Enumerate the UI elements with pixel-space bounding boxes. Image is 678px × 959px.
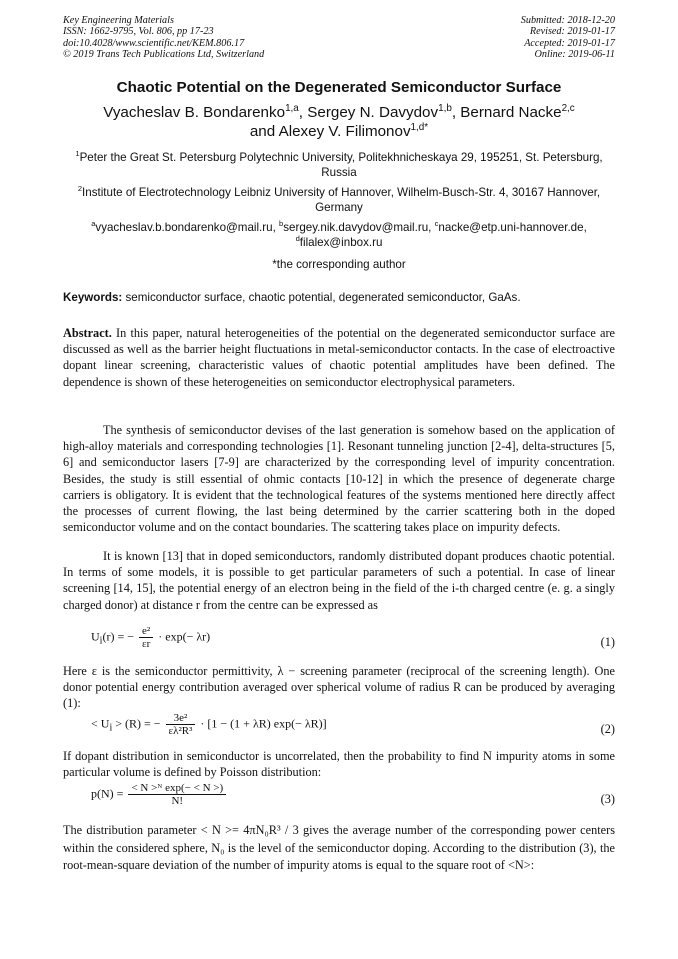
affiliation-1: $^1$Peter the Great St. Petersburg Polytechnic University, Politekhnicheskaya 29, 195251, St. Petersburg, Russia bbox=[75, 149, 603, 180]
abstract-label: Abstract. bbox=[63, 326, 112, 340]
authors-line-1: Vyacheslav B. Bondarenko$^{1,a}$, Sergey N. Davydov$^{1,b}$, Bernard Nacke$^{2,c}$ bbox=[103, 102, 575, 121]
authors-line-2: and Alexey V. Filimonov$^{1,d*}$ bbox=[249, 121, 429, 140]
paragraph-4: If dopant distribution in semiconductor is uncorrelated, then the probability to find N impurity atoms in some particular volume is defined by Poisson distribution: bbox=[63, 749, 615, 780]
submitted-date: Submitted: 2018-12-20 bbox=[520, 15, 615, 26]
corresponding-author-note: *the corresponding author bbox=[272, 258, 406, 271]
header-right bbox=[521, 15, 615, 61]
equation-number: (2) bbox=[600, 722, 615, 736]
revised-date: Revised: 2019-01-17 bbox=[529, 26, 615, 38]
paragraph-2: It is known [13] that in doped semiconductors, randomly distributed dopant produces chaotic potential. In terms of some models, it is possible to get particular parameters of such a potential. In case of linear screening [14, 15], the potential energy of an electron being in the field of the i-th charged centre (e. g. a singly charged donor) at distance r from the centre can be expressed as bbox=[63, 549, 615, 612]
doi-line: doi:10.4028/www.scientific.net/KEM.806.17 bbox=[63, 37, 245, 49]
keywords-label: Keywords: bbox=[63, 291, 123, 304]
online-date: Online: 2019-06-11 bbox=[534, 49, 615, 61]
copyright-line: © 2019 Trans Tech Publications Ltd, Switzerland bbox=[63, 49, 265, 61]
issn-line: ISSN: 1662-9795, Vol. 806, pp 17-23 bbox=[63, 26, 214, 38]
keywords-text: semiconductor surface, chaotic potential, degenerated semiconductor, GaAs. bbox=[122, 291, 521, 304]
keywords bbox=[63, 291, 615, 304]
author-emails: $^a$vyacheslav.b.bondarenko@mail.ru, $^b$sergey.nik.davydov@mail.ru, $^c$nacke@etp.uni-hannover.de, $^d$filalex@inbox.ru bbox=[91, 219, 587, 250]
equation-1: $U_i(r)$ = − $\frac{\text{e²}}{\varepsilon r}$ · exp(− λr) (1) bbox=[91, 625, 615, 650]
journal-name: Key Engineering Materials bbox=[63, 15, 174, 26]
paragraph-1: The synthesis of semiconductor devises of the last generation is somehow based on the application of high-alloy materials and corresponding technologies [1]. Resonant tunneling junction [2-4], delta-structures [5, 6] and semiconductor lasers [7-9] are characterized by the corresponding level of impurity concentration. Besides, the study is still essential of ohmic contacts [10-12] in which the presence of degenerate charge carriers is obligatory. It is evident that the technological features of the systems mentioned here directly affect the processes of current flowing, the last being determined by the carrier scattering both in the doped semiconductor volume and on the contact boundaries. The scattering takes place on impurity defects. bbox=[63, 423, 615, 535]
affiliation-2: $^2$Institute of Electrotechnology Leibniz University of Hannover, Wilhelm-Busch-Str. 4, 30167 Hannover, Germany bbox=[77, 184, 601, 215]
accepted-date: Accepted: 2019-01-17 bbox=[524, 37, 615, 49]
abstract bbox=[63, 325, 615, 390]
abstract-text: In this paper, natural heterogeneities of the potential on the degenerated semiconductor surface are discussed as well as the barrier height fluctuations in metal-semiconductor contacts. In the case of electroactive dopant linear screening, characteristic values of chaotic potential amplitudes have been defined. The dependence is shown of these heterogeneities on semiconductor electrophysical parameters. bbox=[63, 326, 615, 389]
equation-2: < $U_i > (R)$ = − $\frac{\text{3e²}}{\text{ελ²R³}}$ · [1 − (1 + λR) exp(− λR)] (2) bbox=[91, 712, 615, 737]
author-list bbox=[63, 103, 615, 141]
equation-3: p(N) = $\frac{\text{< N >ᴺ exp(− < N >)}}{N!}$ (3) bbox=[91, 782, 615, 807]
equation-number: (1) bbox=[600, 635, 615, 649]
header-left bbox=[63, 15, 264, 61]
paragraph-3: Here ε is the semiconductor permittivity, λ − screening parameter (reciprocal of the screening length). One donor potential energy contribution averaged over spherical volume of radius R can be produced by averaging (1): bbox=[63, 664, 615, 711]
paper-title: Chaotic Potential on the Degenerated Semiconductor Surface bbox=[116, 79, 562, 96]
equation-number: (3) bbox=[600, 792, 615, 806]
paragraph-5: The distribution parameter < N >= 4πN₀R³ / 3 gives the average number of the corresponding power centers within the considered sphere, N₀ is the level of the semiconductor doping. According to the distribution (3), the root-mean-square deviation of the number of impurity atoms is equal to the square root of <N>: bbox=[63, 823, 615, 872]
